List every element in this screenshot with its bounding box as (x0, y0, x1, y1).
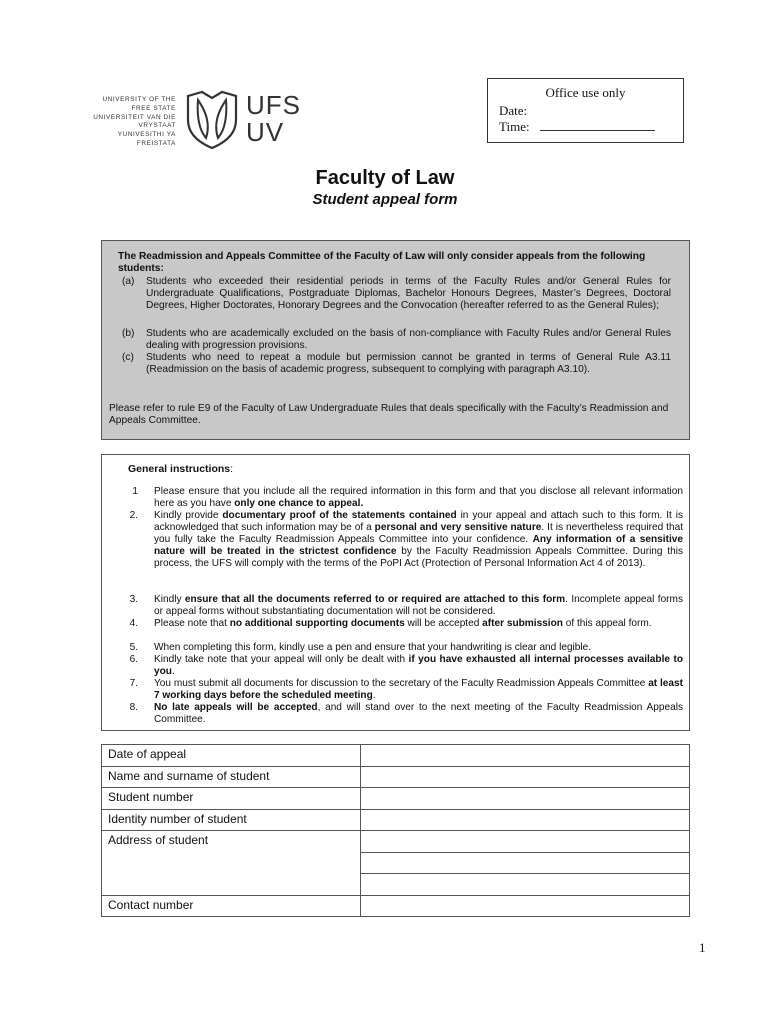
field-label: Date of appeal (102, 745, 361, 767)
instruction-text: in your appeal and attach such to this form. It is acknowledged that such information may be of a (154, 510, 683, 533)
instruction-emphasis: only one chance to appeal. (234, 497, 364, 509)
instruction-emphasis: if you have exhausted all internal processes available to you (154, 654, 683, 677)
instruction-number: 6. (129, 654, 138, 665)
instruction-text: Kindly (154, 594, 185, 605)
criteria-item-text: Students who need to repeat a module but permission cannot be granted in terms of General Rule A3.11 (Readmission on the basis of academic progress, subsequent to complying with paragraph A3.10). (146, 352, 671, 375)
field-label: Address of student (102, 831, 361, 896)
instruction-text: of this appeal form. (562, 618, 652, 629)
instruction-text: Kindly take note that your appeal will only be dealt with (154, 654, 409, 665)
instruction-emphasis: ensure that all the documents referred to or required are attached to this form (184, 594, 566, 605)
instructions-heading-text: General instructions (128, 463, 231, 475)
identity-number-field[interactable] (361, 809, 690, 831)
instruction-item (120, 678, 683, 702)
student-details-table (101, 744, 690, 917)
logo-line: FREE STATE (131, 104, 176, 112)
instruction-item (120, 510, 683, 570)
office-date-label: Date: (499, 103, 528, 118)
instruction-text: . Incomplete appeal forms or appeal forms without substantiating documentation will not be considered. (154, 594, 683, 617)
address-line-1-field[interactable] (361, 831, 690, 853)
criteria-item-label: (b) (122, 328, 135, 339)
instruction-emphasis: after submission (482, 618, 563, 629)
office-date-row (499, 103, 527, 119)
instruction-emphasis: No late appeals will be accepted (154, 702, 318, 713)
criteria-item (122, 328, 671, 352)
instruction-number: 8. (129, 702, 138, 713)
student-name-field[interactable] (361, 766, 690, 788)
address-line-2-field[interactable] (361, 852, 690, 874)
instruction-text: will be accepted (404, 618, 483, 629)
instruction-text: Please note that (154, 618, 230, 629)
table-row (102, 745, 690, 767)
instruction-item (120, 702, 683, 726)
ufs-emblem-icon (184, 90, 240, 150)
criteria-intro: The Readmission and Appeals Committee of the Faculty of Law will only consider appeals from the following students: (118, 251, 646, 274)
logo-abbreviation (246, 92, 301, 146)
office-time-field[interactable] (540, 120, 655, 131)
instruction-item (120, 618, 683, 630)
field-label: Contact number (102, 895, 361, 917)
instruction-item (120, 594, 683, 618)
criteria-refer-note: Please refer to rule E9 of the Faculty of Law Undergraduate Rules that deals specifically with the Faculty’s Readmission and Appeals Committee. (109, 403, 669, 426)
instruction-number: 5. (129, 642, 138, 653)
table-row (102, 788, 690, 810)
instructions-heading-colon: : (230, 463, 234, 475)
logo-line: YUNIVESITHI YA (117, 131, 176, 139)
logo-line: FREISTATA (136, 139, 176, 147)
instruction-text: Please ensure that you include all the required information in this form and that you disclose all relevant information here as you have (154, 486, 683, 509)
criteria-item (122, 352, 671, 376)
page-subtitle: Student appeal form (312, 191, 458, 208)
logo-abbr-top: UFS (246, 90, 301, 120)
date-of-appeal-field[interactable] (361, 745, 690, 767)
table-row (102, 895, 690, 917)
instruction-number: 1 (132, 486, 138, 497)
instruction-emphasis: documentary proof of the statements contained (222, 510, 457, 521)
address-line-3-field[interactable] (361, 874, 690, 896)
criteria-item-label: (a) (122, 276, 135, 287)
student-number-field[interactable] (361, 788, 690, 810)
instruction-text: You must submit all documents for discussion to the secretary of the Faculty Readmission Appeals Committee (154, 678, 649, 689)
instruction-item (120, 654, 683, 678)
instructions-heading (128, 464, 233, 476)
instruction-number: 4. (129, 618, 138, 629)
instruction-number: 7. (129, 678, 138, 689)
logo-university-names (88, 96, 176, 149)
general-instructions-box (101, 454, 690, 731)
instruction-text: , and will stand over to the next meeting of the Faculty Readmission Appeals Committee. (154, 702, 684, 725)
office-use-title: Office use only (545, 85, 626, 100)
instruction-text: by the Faculty Readmission Appeals Committee. During this process, the UFS will comply with the terms of the PoPI Act (Protection of Personal Information Act 4 of 2013). (154, 545, 683, 569)
criteria-item (122, 276, 671, 312)
contact-number-field[interactable] (361, 895, 690, 917)
logo-abbr-bottom: UV (246, 117, 285, 147)
table-row (102, 766, 690, 788)
instruction-number: 2. (129, 510, 138, 521)
field-label: Student number (102, 788, 361, 810)
instruction-emphasis: personal and very sensitive nature (374, 521, 542, 533)
criteria-item-label: (c) (122, 352, 134, 363)
instruction-emphasis: at least 7 working days before the scheduled meeting (154, 678, 683, 701)
page-title: Faculty of Law (315, 167, 455, 189)
table-row (102, 831, 690, 853)
logo-line: VRYSTAAT (138, 122, 176, 130)
criteria-item-text: Students who are academically excluded on the basis of non-compliance with Faculty Rules and/or General Rules dealing with progression provisions. (146, 328, 671, 351)
ufs-logo (88, 90, 318, 156)
instruction-text: . (171, 665, 175, 677)
instruction-number: 3. (129, 594, 138, 605)
office-time-label: Time: (499, 119, 530, 134)
instruction-text: Kindly provide (154, 510, 223, 521)
field-label: Name and surname of student (102, 766, 361, 788)
page-number: 1 (699, 940, 706, 955)
office-use-box (487, 78, 684, 143)
instruction-emphasis: Any information of a sensitive nature will be treated in the strictest confidence (154, 533, 683, 557)
instruction-text: . It is nevertheless required that you fully take the Faculty Readmission Appeals Committee into your confidence. (154, 521, 683, 545)
instruction-text: . (372, 689, 376, 701)
appeal-criteria-box (101, 240, 690, 440)
instruction-emphasis: no additional supporting documents (229, 618, 405, 629)
office-time-row (499, 119, 655, 135)
logo-line: UNIVERSITY OF THE (102, 96, 176, 103)
instruction-item (120, 642, 683, 654)
criteria-item-text: Students who exceeded their residential periods in terms of the Faculty Rules and/or General Rules for Undergraduate Qualifications, Postgraduate Diplomas, Bachelor Honours Degrees, Master’s Degrees, Doctoral Degrees, Higher Doctorates, Honorary Degrees and the Convocation (hereafter referred to as the General Rules); (146, 276, 671, 311)
table-row (102, 809, 690, 831)
field-label: Identity number of student (102, 809, 361, 831)
instruction-item (120, 486, 683, 510)
instruction-text: When completing this form, kindly use a pen and ensure that your handwriting is clear and legible. (154, 642, 592, 653)
logo-line: UNIVERSITEIT VAN DIE (93, 113, 176, 121)
